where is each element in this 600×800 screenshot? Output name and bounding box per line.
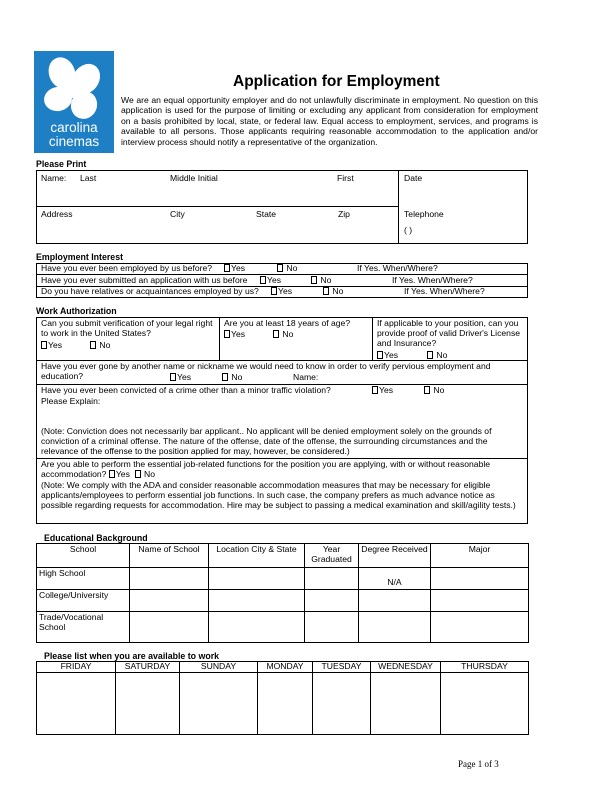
day-wednesday: WEDNESDAY xyxy=(371,662,441,673)
ada-note: (Note: We comply with the ADA and consider reasonable accommodation measures that may be necessary for eligible applicants/employees to perform essential job functions. In such case, the company prefers as much advance notice as possible regarding requests for accommodation. Hire may be subject to passing a medical examination and skill/agility tests.) xyxy=(41,480,516,510)
availability-cell[interactable] xyxy=(371,673,441,735)
row-trade: Trade/Vocational School xyxy=(37,612,130,643)
row-high-school: High School xyxy=(37,568,130,590)
divider xyxy=(398,170,399,244)
explain-field[interactable]: Please Explain: xyxy=(41,396,101,406)
col-year-graduated: Year Graduated xyxy=(305,544,359,568)
license-question: If applicable to your position, can you provide proof of valid Driver's License and Insurance? xyxy=(377,318,521,348)
q1-yes-checkbox[interactable]: Yes xyxy=(224,264,245,274)
verify-yes-checkbox[interactable]: Yes xyxy=(41,341,62,351)
col-major: Major xyxy=(431,544,529,568)
age-question: Are you at least 18 years of age? xyxy=(224,318,351,328)
availability-cell[interactable] xyxy=(441,673,529,735)
section-heading-availability: Please list when you are available to work xyxy=(44,651,220,661)
input-cell[interactable] xyxy=(305,590,359,612)
divider xyxy=(36,206,398,207)
section-heading-interest: Employment Interest xyxy=(36,252,124,262)
day-tuesday: TUESDAY xyxy=(313,662,371,673)
table-row xyxy=(37,568,529,590)
other-name-field[interactable]: Name: xyxy=(293,372,319,382)
input-cell[interactable] xyxy=(130,568,209,590)
license-yes-checkbox[interactable]: Yes xyxy=(377,351,398,361)
essential-functions-question: Are you able to perform the essential job-related functions for the position you are applying, with or without reasonable accommodation? Yes No xyxy=(41,459,491,479)
q2-no-checkbox[interactable]: No xyxy=(311,276,331,286)
interest-q3: Do you have relatives or acquaintances employed by us? xyxy=(41,286,259,296)
education-header-row xyxy=(37,544,529,568)
availability-cell[interactable] xyxy=(258,673,313,735)
middle-initial-field[interactable]: Middle Initial xyxy=(170,173,218,183)
carolina-cinemas-logo xyxy=(34,51,114,153)
input-cell[interactable] xyxy=(305,612,359,643)
day-thursday: THURSDAY xyxy=(441,662,529,673)
input-cell[interactable] xyxy=(130,590,209,612)
logo-text-line2: cinemas xyxy=(48,134,100,149)
q1-when-where: If Yes. When/Where? xyxy=(357,263,438,273)
other-name-no-checkbox[interactable]: No xyxy=(222,373,242,383)
col-school: School xyxy=(37,544,130,568)
interest-q1: Have you ever been employed by us before? xyxy=(41,263,213,273)
col-location: Location City & State xyxy=(209,544,305,568)
q3-no-checkbox[interactable]: No xyxy=(323,287,343,297)
intro-paragraph: We are an equal opportunity employer and do not unlawfully discriminate in employment. No question on this application is used for the purpose of limiting or excluding any applicant from consideration for employment on a basis prohibited by local, state, or federal law. Equal access to employment, services, and programs is available to all persons. Those applicants requiring reasonable accommodation to the application and/or interview process should notify a representative of the organization. xyxy=(121,95,538,147)
zip-field[interactable]: Zip xyxy=(338,209,350,219)
q1-no-checkbox[interactable]: No xyxy=(277,264,297,274)
section-heading-education: Educational Background xyxy=(44,533,148,543)
degree-na: N/A xyxy=(359,568,431,590)
col-degree-received: Degree Received xyxy=(359,544,431,568)
q3-yes-checkbox[interactable]: Yes xyxy=(271,287,292,297)
page-title: Application for Employment xyxy=(233,73,440,90)
last-name-field[interactable]: Last xyxy=(80,173,97,183)
divider xyxy=(219,317,220,360)
q3-when-where: If Yes. When/Where? xyxy=(404,286,485,296)
date-field[interactable]: Date xyxy=(404,173,423,183)
col-name-of-school: Name of School xyxy=(130,544,209,568)
day-saturday: SATURDAY xyxy=(116,662,180,673)
address-field[interactable]: Address xyxy=(41,209,73,219)
section-heading-personal: Please Print xyxy=(36,159,87,169)
input-cell[interactable] xyxy=(130,612,209,643)
availability-header-row xyxy=(37,662,529,673)
table-row xyxy=(37,590,529,612)
availability-cell[interactable] xyxy=(180,673,258,735)
other-name-question: Have you ever gone by another name or nickname we would need to know in order to verify pervious employment and education? xyxy=(41,361,491,381)
availability-table xyxy=(36,661,529,735)
day-friday: FRIDAY xyxy=(37,662,116,673)
convicted-question: Have you ever been convicted of a crime other than a minor traffic violation? xyxy=(41,385,331,395)
education-table xyxy=(36,543,529,643)
table-row xyxy=(37,612,529,643)
city-field[interactable]: City xyxy=(170,209,185,219)
age-yes-checkbox[interactable]: Yes xyxy=(224,330,245,340)
age-no-checkbox[interactable]: No xyxy=(273,330,293,340)
row-college: College/University xyxy=(37,590,130,612)
convicted-no-checkbox[interactable]: No xyxy=(424,386,444,396)
input-cell[interactable] xyxy=(209,590,305,612)
state-field[interactable]: State xyxy=(256,209,277,219)
availability-cell[interactable] xyxy=(313,673,371,735)
section-heading-work: Work Authorization xyxy=(36,306,117,316)
page-number: Page 1 of 3 xyxy=(458,759,499,769)
license-no-checkbox[interactable]: No xyxy=(427,351,447,361)
input-cell[interactable] xyxy=(359,590,431,612)
logo-text-line1: carolina xyxy=(50,120,98,135)
q2-when-where: If Yes. When/Where? xyxy=(392,275,473,285)
essential-yes-checkbox[interactable]: Yes xyxy=(109,469,130,479)
telephone-field[interactable]: Telephone xyxy=(404,209,444,219)
interest-q2: Have you ever submitted an application with us before xyxy=(41,275,248,285)
day-sunday: SUNDAY xyxy=(180,662,258,673)
input-cell[interactable] xyxy=(209,612,305,643)
input-cell[interactable] xyxy=(305,568,359,590)
divider xyxy=(372,317,373,360)
conviction-note: (Note: Conviction does not necessarily bar applicant.. No applicant will be denied employment solely on the grounds of conviction of a criminal offense. The nature of the offense, date of the offense, the surrounding circumstances and the relevance of the offense to the position applied for may, however, be considered.) xyxy=(41,426,492,456)
essential-no-checkbox[interactable]: No xyxy=(135,469,155,479)
input-cell[interactable] xyxy=(431,568,529,590)
first-name-field[interactable]: First xyxy=(337,173,354,183)
q2-yes-checkbox[interactable]: Yes xyxy=(260,276,281,286)
verify-question: Can you submit verification of your legal right to work in the United States? xyxy=(41,318,213,338)
input-cell[interactable] xyxy=(359,612,431,643)
input-cell[interactable] xyxy=(431,612,529,643)
verify-no-checkbox[interactable]: No xyxy=(90,341,110,351)
input-cell[interactable] xyxy=(209,568,305,590)
availability-input-row xyxy=(37,673,529,735)
area-code: ( ) xyxy=(404,225,413,235)
name-label: Name: xyxy=(41,173,67,183)
other-name-yes-checkbox[interactable]: Yes xyxy=(170,373,191,383)
availability-cell[interactable] xyxy=(37,673,116,735)
input-cell[interactable] xyxy=(431,590,529,612)
day-monday: MONDAY xyxy=(258,662,313,673)
convicted-yes-checkbox[interactable]: Yes xyxy=(372,386,393,396)
personal-info-box xyxy=(36,170,528,244)
availability-cell[interactable] xyxy=(116,673,180,735)
